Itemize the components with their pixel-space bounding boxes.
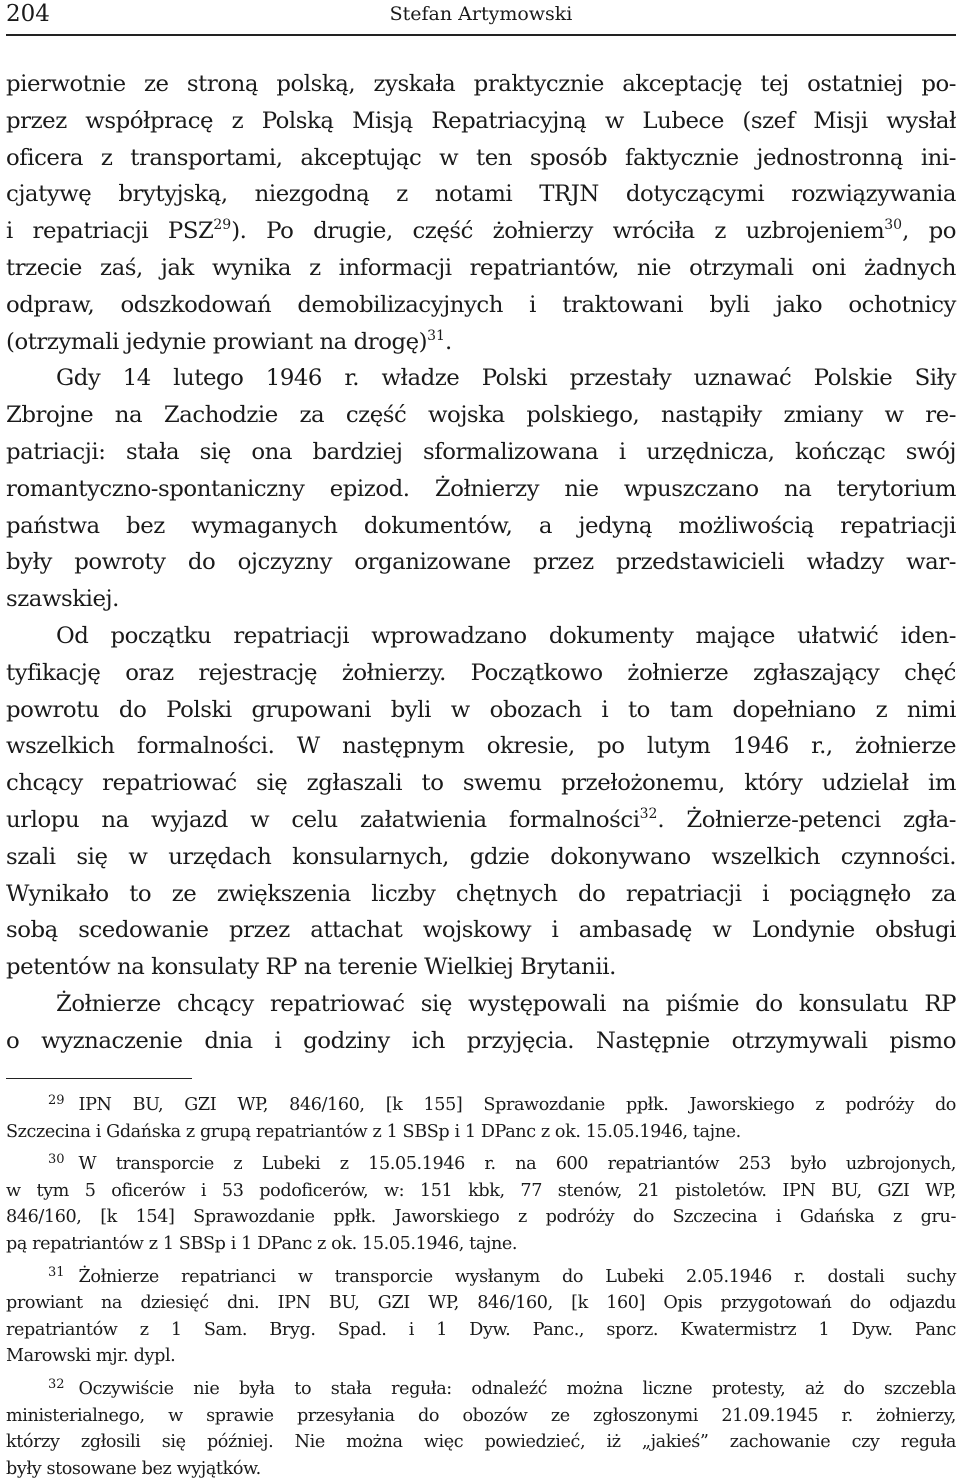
- text-line: szawskiej.: [6, 586, 119, 613]
- header-rule: [6, 34, 956, 36]
- text-line: były powroty do ojczyzny organizowane przez przedstawicieli władzy war-: [6, 549, 956, 576]
- text-line: [6, 213, 956, 250]
- footnotes: [6, 1092, 956, 1482]
- footnote-line: Marowski mjr. dypl.: [6, 1346, 176, 1367]
- paragraph-3: [6, 618, 956, 986]
- text-line: Gdy 14 lutego 1946 r. władze Polski przestały uznawać Polskie Siły: [56, 365, 956, 392]
- footnote-number: 31: [48, 1264, 65, 1280]
- text-line: tyfikację oraz rejestrację żołnierzy. Początkowo żołnierze zgłaszający chęć: [6, 659, 956, 686]
- footnote-29: [6, 1092, 956, 1145]
- footnote-line: były stosowane bez wyjątków.: [6, 1458, 261, 1479]
- text-line: pierwotnie ze stroną polską, zyskała praktycznie akceptację tej ostatniej po-: [6, 71, 956, 97]
- footnote-31: [6, 1264, 956, 1370]
- text-line: romantyczno-spontaniczny epizod. Żołnierzy nie wpuszczano na terytorium: [6, 475, 956, 502]
- footnote-text: W transporcie z Lubeki z 15.05.1946 r. na 600 repatriantów 253 było uzbrojonych,: [78, 1154, 956, 1175]
- text-run: urlopu na wyjazd w celu załatwienia formalności: [6, 806, 640, 833]
- footnote-number: 29: [48, 1093, 65, 1108]
- text-line: petentów na konsulaty RP na terenie Wielkiej Brytanii.: [6, 954, 616, 981]
- paragraph-4: [6, 986, 956, 1060]
- text-line: Wynikało to ze zwiększenia liczby chętnych do repatriacji i pociągnęło za: [6, 880, 956, 907]
- footnote-text: Oczywiście nie była to stała reguła: odnaleźć można liczne protesty, aż do szczebla: [78, 1378, 956, 1399]
- footnote-number: 32: [48, 1376, 65, 1392]
- text-line: odpraw, odszkodowań demobilizacyjnych i traktowani byli jako ochotnicy: [6, 291, 956, 318]
- text-line: Od początku repatriacji wprowadzano dokumenty mające ułatwić iden-: [56, 622, 956, 649]
- text-line: patriacji: stała się ona bardziej sformalizowana i urzędnicza, kończąc swój: [6, 438, 956, 465]
- footnote-30: [6, 1151, 956, 1257]
- footnote-line: w tym 5 oficerów i 53 podoficerów, w: 151 kbk, 77 stenów, 21 pistoletów. IPN BU, GZI WP,: [6, 1180, 956, 1201]
- text-line: [6, 324, 956, 361]
- footnote-separator: [6, 1078, 192, 1079]
- running-head: Stefan Artymowski: [389, 3, 573, 25]
- text-line: oficera z transportami, akceptując w ten sposób faktycznie jednostronną ini-: [6, 144, 956, 171]
- footnote-number: 30: [48, 1152, 65, 1168]
- text-line: cjatywę brytyjską, niezgodną z notami TRJN dotyczącymi rozwiązywania: [6, 181, 956, 208]
- footnote-ref-30[interactable]: 30: [884, 217, 903, 234]
- footnote-line: którzy zgłosili się później. Nie można więc powiedzieć, iż „jakieś” zachowanie czy reguła: [6, 1432, 956, 1453]
- footnote-ref-31[interactable]: 31: [427, 327, 445, 344]
- footnote-32: [6, 1376, 956, 1482]
- text-line: chcący repatriować się zgłaszali to swemu przełożonemu, który udzielał im: [6, 770, 956, 797]
- text-line: Żołnierze chcący repatriować się występowali na piśmie do konsulatu RP: [56, 990, 956, 1017]
- text-line: przez współpracę z Polską Misją Repatriacyjną w Lubece (szef Misji wysłał: [6, 107, 956, 134]
- footnote-line: [6, 1376, 956, 1403]
- text-run: ). Po drugie, część żołnierzy wróciła z uzbrojeniem: [231, 218, 885, 245]
- footnote-line: ministerialnego, w sprawie przesyłania do obozów ze zgłoszonymi 21.09.1945 r. żołnierzy,: [6, 1405, 956, 1426]
- text-run: i repatriacji PSZ: [6, 218, 214, 245]
- footnote-line: prowiant na dziesięć dni. IPN BU, GZI WP, 846/160, [k 160] Opis przygotowań do odjazdu: [6, 1293, 956, 1314]
- text-line: [6, 802, 956, 839]
- footnote-ref-29[interactable]: 29: [213, 217, 232, 234]
- text-line: powrotu do Polski grupowani byli w obozach i to tam dopełniano z nimi: [6, 696, 956, 723]
- text-run: . Żołnierze-petenci zgła-: [657, 806, 956, 833]
- footnote-ref-32[interactable]: 32: [639, 805, 658, 822]
- page-header: [6, 0, 956, 36]
- text-run: .: [444, 328, 452, 355]
- text-line: Zbrojne na Zachodzie za część wojska polskiego, nastąpiły zmiany w re-: [6, 402, 956, 429]
- text-line: sobą scedowanie przez attachat wojskowy i ambasadę w Londynie obsługi: [6, 917, 956, 944]
- body-text: [6, 66, 956, 1060]
- text-line: państwa bez wymaganych dokumentów, a jedyną możliwością repatriacji: [6, 512, 956, 539]
- text-line: wszelkich formalności. W następnym okresie, po lutym 1946 r., żołnierze: [6, 733, 956, 760]
- footnote-line: pą repatriantów z 1 SBSp i 1 DPanc z ok. 15.05.1946, tajne.: [6, 1233, 518, 1254]
- paragraph-2: [6, 360, 956, 618]
- footnote-text: Żołnierze repatrianci w transporcie wysłanym do Lubeki 2.05.1946 r. dostali suchy: [78, 1266, 956, 1287]
- footnote-line: [6, 1151, 956, 1178]
- footnote-line: repatriantów z 1 Sam. Bryg. Spad. i 1 Dyw. Panc., sporz. Kwatermistrz 1 Dyw. Panc: [6, 1319, 956, 1340]
- footnote-line: Szczecina i Gdańska z grupą repatriantów z 1 SBSp i 1 DPanc z ok. 15.05.1946, tajne.: [6, 1121, 741, 1142]
- page-number: 204: [6, 1, 50, 27]
- text-run: (otrzymali jedynie prowiant na drogę): [6, 328, 428, 355]
- paragraph-1: [6, 66, 956, 360]
- footnote-line: 846/160, [k 154] Sprawozdanie ppłk. Jaworskiego z podróży do Szczecina i Gdańska z gru-: [6, 1207, 956, 1228]
- text-run: , po: [902, 218, 957, 245]
- footnote-line: [6, 1264, 956, 1291]
- text-line: trzecie zaś, jak wynika z informacji repatriantów, nie otrzymali oni żadnych: [6, 254, 956, 281]
- text-line: szali się w urzędach konsularnych, gdzie dokonywano wszelkich czynności.: [6, 843, 956, 870]
- text-line: o wyznaczenie dnia i godziny ich przyjęcia. Następnie otrzymywali pismo: [6, 1027, 956, 1054]
- footnote-text: IPN BU, GZI WP, 846/160, [k 155] Sprawozdanie ppłk. Jaworskiego z podróży do: [78, 1095, 956, 1115]
- footnote-line: [6, 1092, 956, 1119]
